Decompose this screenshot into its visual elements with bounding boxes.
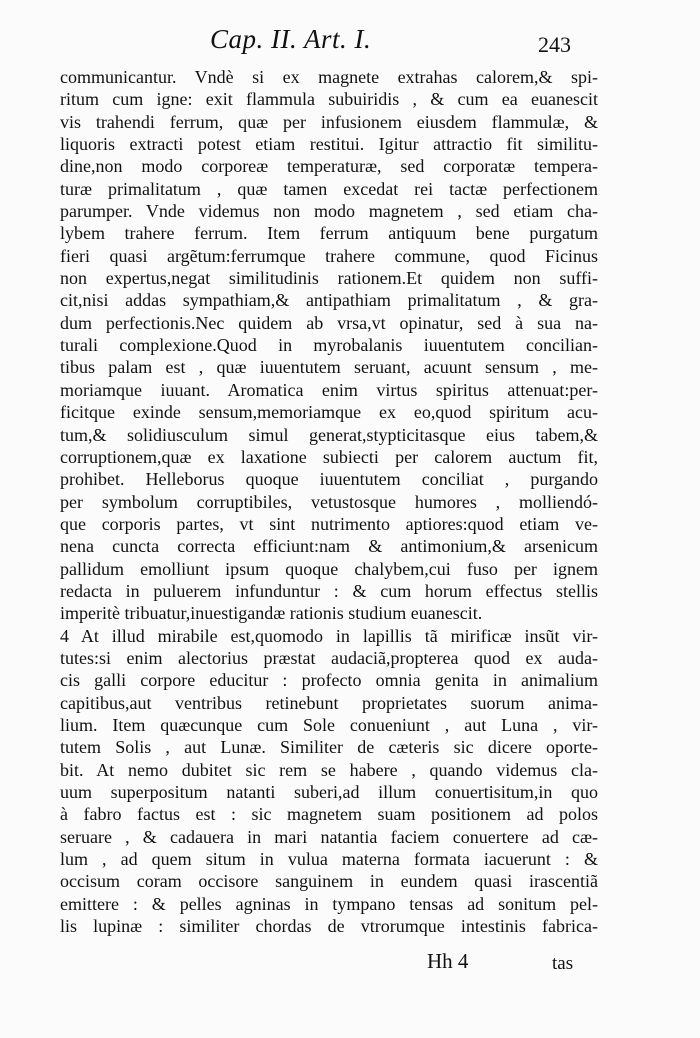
text-block	[60, 66, 598, 937]
text-line: occisum coram occisore sanguinem in eundem quasi irascentiã	[60, 871, 598, 892]
text-line: nena cuncta correcta efficiunt:nam & antimonium,& arsenicum	[60, 536, 598, 557]
text-line: dum perfectionis.Nec quidem ab vrsa,vt opinatur, sed à sua na-	[60, 312, 598, 333]
page-header	[0, 22, 700, 62]
text-line: tum,& solidiusculum simul generat,stypticitasque eius tabem,&	[60, 424, 598, 445]
text-line: ficitque exinde sensum,memoriamque ex eo,quod spiritum acu-	[60, 402, 598, 423]
text-line: seruare , & cadauera in mari natantia faciem conuertere ad cæ-	[60, 826, 598, 847]
text-line: moriamque iuuant. Aromatica enim virtus spiritus attenuat:per-	[60, 379, 598, 400]
text-line: tutem Solis , aut Lunæ. Similiter de cæteris sic dicere oporte-	[60, 737, 598, 758]
running-head: Cap. II. Art. I.	[210, 24, 372, 54]
text-line: dine,non modo corporeæ temperaturæ, sed corporatæ tempera-	[60, 156, 598, 177]
text-line: tutes:si enim alectorius præstat audaciã,propterea quod ex auda-	[60, 647, 598, 668]
text-line: lium. Item quæcunque cum Sole conueniunt , aut Luna , vir-	[60, 714, 598, 735]
text-line: bit. At nemo dubitet sic rem se habere , quando videmus cla-	[60, 759, 598, 780]
text-line: lum , ad quem situm in vulua materna formata iacuerunt : &	[60, 849, 598, 870]
text-line: corruptionem,quæ ex laxatione subiecti per calorem auctum fit,	[60, 446, 598, 467]
text-line: fieri quasi argẽtum:ferrumque trahere commune, quod Ficinus	[60, 245, 598, 266]
text-line: non expertus,negat similitudinis rationem.Et quidem non suffi-	[60, 268, 598, 289]
text-line: emittere : & pelles agninas in tympano tensas ad sonitum pel-	[60, 893, 598, 914]
text-line: parumper. Vnde videmus non modo magnetem , sed etiam cha-	[60, 201, 598, 222]
text-line: cis galli corpore educitur : profecto omnia genita in animalium	[60, 670, 598, 691]
text-line: turæ primalitatum , quæ tamen excedat rei tactæ perfectionem	[60, 178, 598, 199]
text-line: per symbolum corruptibiles, vetustosque humores , molliendó-	[60, 491, 598, 512]
text-line: lybem trahere ferrum. Item ferrum antiquum bene purgatum	[60, 223, 598, 244]
text-line: vis trahendi ferrum, quæ per infusionem eiusdem flammulæ, &	[60, 111, 598, 132]
paragraph-start-line: 4 At illud mirabile est,quomodo in lapillis tã mirificæ insũt vir-	[60, 625, 598, 646]
page-number: 243	[538, 32, 571, 57]
paragraph-end-line: imperitè tribuatur,inuestigandæ rationis studium euanescit.	[60, 603, 483, 624]
text-line: turali complexione.Quod in myrobalanis iuuentutem concilian-	[60, 335, 598, 356]
text-line: uum superpositum natanti suberi,ad illum conuertisitum,in quo	[60, 782, 598, 802]
page-footer	[0, 949, 700, 981]
text-line: lis lupinæ : similiter chordas de vtrorumque intestinis fabrica-	[60, 916, 598, 937]
text-line: à fabro factus est : sic magnetem suam positionem ad polos	[60, 804, 598, 825]
text-line: pallidum emolliunt ipsum quoque chalybem,cui fuso per ignem	[60, 558, 598, 579]
text-line: prohibet. Helleborus quoque iuuentutem conciliat , purgando	[60, 469, 598, 490]
text-line: ritum cum igne: exit flammula subuiridis , & cum ea euanescit	[60, 89, 598, 110]
text-line: liquoris extracti potest etiam restitui. Igitur attractio fit similitu-	[60, 134, 598, 155]
text-line: redacta in puluerem infunduntur : & cum horum effectus stellis	[60, 580, 598, 601]
text-line: que corporis partes, vt sint nutrimento aptiores:quod etiam ve-	[60, 513, 598, 534]
text-line: tibus palam est , quæ iuuentutem seruant, acuunt sensum , me-	[60, 357, 598, 378]
catchword: tas	[552, 953, 574, 974]
text-line: communicantur. Vndè si ex magnete extrahas calorem,& spi-	[60, 67, 598, 87]
text-line: capitibus,aut ventribus retinebunt proprietates suorum anima-	[60, 692, 598, 713]
signature-mark: Hh 4	[427, 949, 469, 973]
text-line: cit,nisi addas sympathiam,& antipathiam primalitatum , & gra-	[60, 290, 598, 311]
